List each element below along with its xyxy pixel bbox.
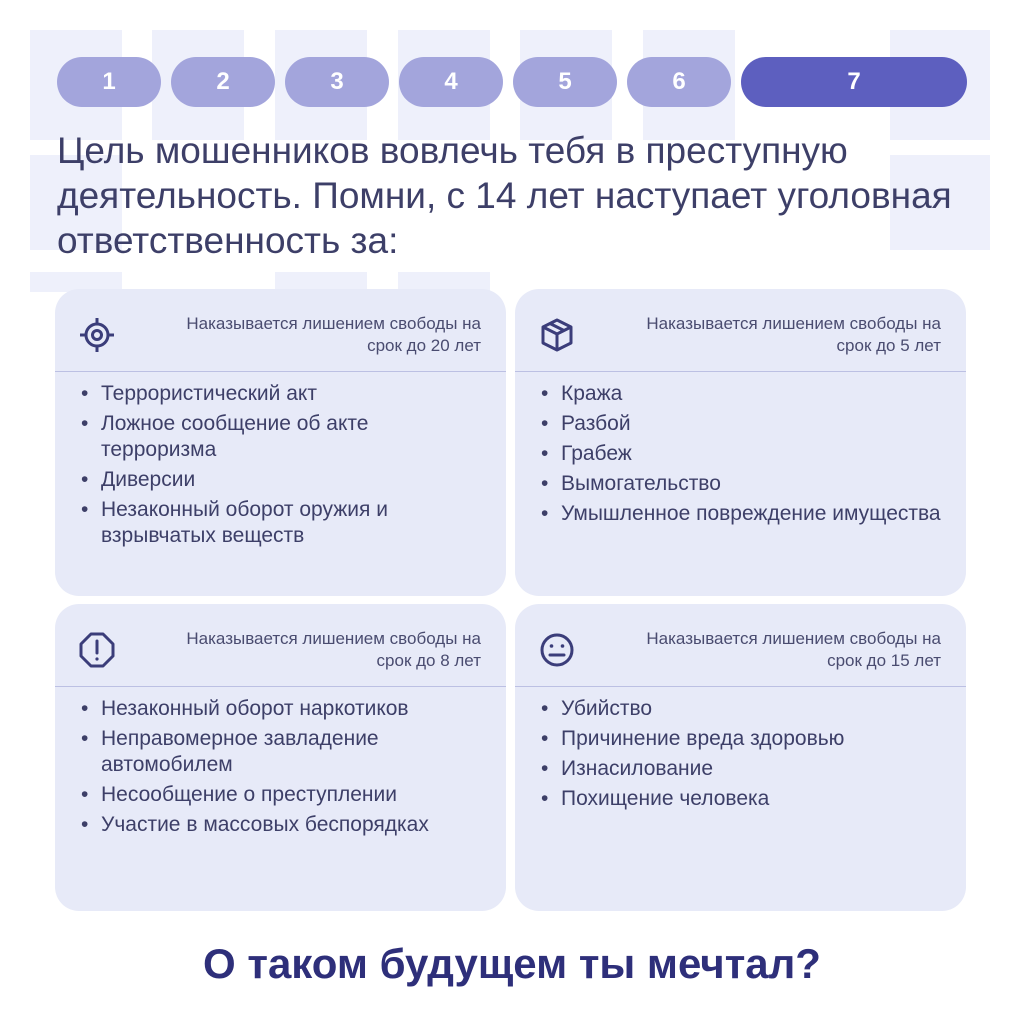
penalty-text: Наказывается лишением свободы на срок до 20 лет bbox=[186, 314, 481, 355]
list-item: • Участие в массовых беспорядках bbox=[81, 812, 486, 838]
card-header bbox=[515, 289, 966, 371]
list-item: • Похищение человека bbox=[541, 786, 946, 812]
divider bbox=[515, 686, 966, 687]
crime-list bbox=[81, 381, 486, 553]
warning-icon bbox=[79, 632, 115, 668]
stepper bbox=[57, 57, 967, 107]
list-item: • Изнасилование bbox=[541, 756, 946, 782]
step-2[interactable]: 2 bbox=[171, 57, 275, 107]
neutral-face-icon bbox=[539, 632, 575, 668]
step-4[interactable]: 4 bbox=[399, 57, 503, 107]
target-icon bbox=[79, 317, 115, 353]
list-item: • Незаконный оборот наркотиков bbox=[81, 696, 486, 722]
list-item: • Умышленное повреждение имущества bbox=[541, 501, 946, 527]
step-3[interactable]: 3 bbox=[285, 57, 389, 107]
list-item: • Диверсии bbox=[81, 467, 486, 493]
penalty-text: Наказывается лишением свободы на срок до 5 лет bbox=[646, 314, 941, 355]
card-header bbox=[515, 604, 966, 686]
list-item: • Кража bbox=[541, 381, 946, 407]
crime-list bbox=[541, 381, 946, 531]
crime-list bbox=[81, 696, 486, 842]
divider bbox=[515, 371, 966, 372]
list-item: • Ложное сообщение об акте терроризма bbox=[81, 411, 486, 463]
page-title: Цель мошенников вовлечь тебя в преступную деятельность. Помни, с 14 лет наступает уголовная ответственность за: bbox=[57, 130, 952, 261]
step-6[interactable]: 6 bbox=[627, 57, 731, 107]
penalty-text: Наказывается лишением свободы на срок до 15 лет bbox=[646, 629, 941, 670]
box-icon bbox=[539, 317, 575, 353]
list-item: • Террористический акт bbox=[81, 381, 486, 407]
step-1[interactable]: 1 bbox=[57, 57, 161, 107]
crime-card-terrorism bbox=[55, 289, 506, 596]
crime-list bbox=[541, 696, 946, 816]
list-item: • Вымогательство bbox=[541, 471, 946, 497]
list-item: • Грабеж bbox=[541, 441, 946, 467]
list-item: • Незаконный оборот оружия и взрывчатых веществ bbox=[81, 497, 486, 549]
step-7[interactable]: 7 bbox=[741, 57, 967, 107]
list-item: • Убийство bbox=[541, 696, 946, 722]
list-item: • Несообщение о преступлении bbox=[81, 782, 486, 808]
divider bbox=[55, 686, 506, 687]
card-header bbox=[55, 289, 506, 371]
list-item: • Неправомерное завладение автомобилем bbox=[81, 726, 486, 778]
divider bbox=[55, 371, 506, 372]
crime-card-property bbox=[515, 289, 966, 596]
penalty-text: Наказывается лишением свободы на срок до 8 лет bbox=[186, 629, 481, 670]
step-5[interactable]: 5 bbox=[513, 57, 617, 107]
card-header bbox=[55, 604, 506, 686]
list-item: • Причинение вреда здоровью bbox=[541, 726, 946, 752]
crime-card-violence bbox=[515, 604, 966, 911]
closing-question: О таком будущем ты мечтал? bbox=[203, 940, 821, 987]
crime-card-drugs bbox=[55, 604, 506, 911]
list-item: • Разбой bbox=[541, 411, 946, 437]
